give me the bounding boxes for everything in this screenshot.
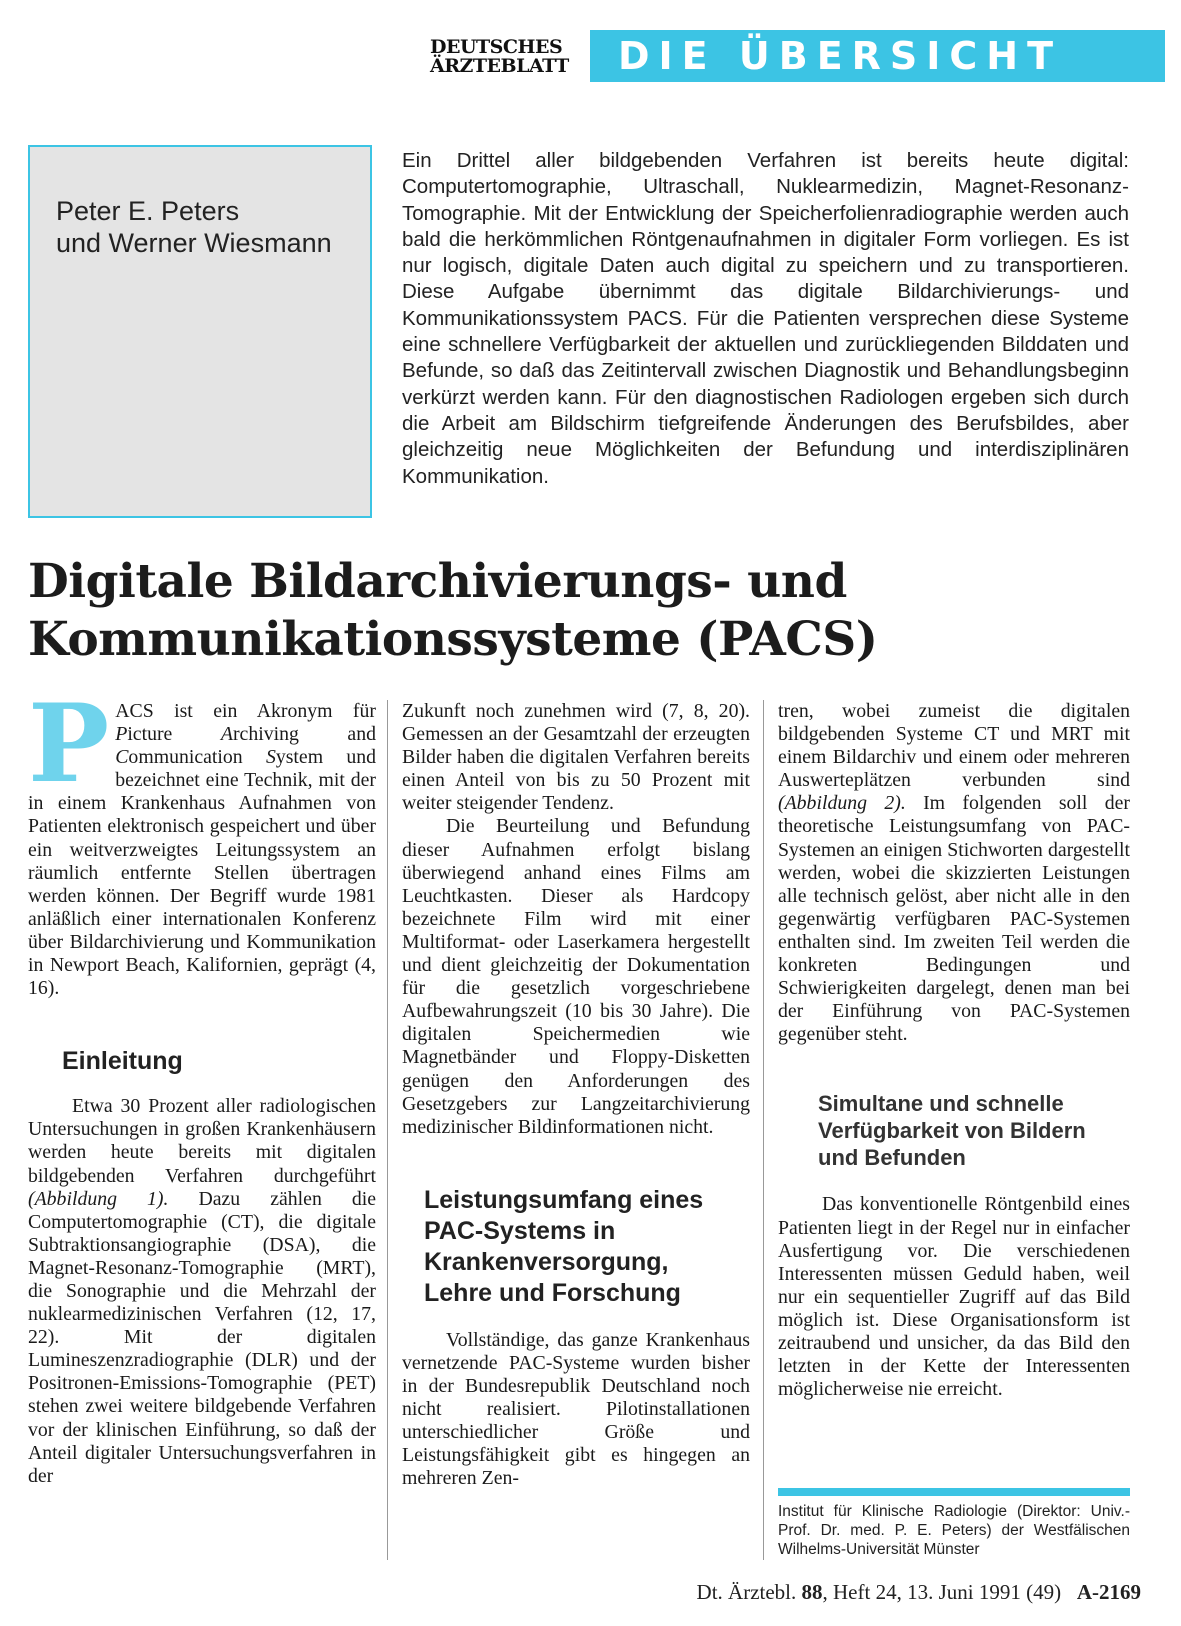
column-2: [402, 700, 750, 1490]
author-line-2: und Werner Wiesmann: [56, 228, 332, 258]
title-line-2: Kommunikationssysteme (PACS): [28, 612, 878, 667]
intro-text-c: rchiving and: [232, 723, 376, 746]
heading-line: Verfügbarkeit von Bildern: [818, 1118, 1086, 1144]
title-line-1: Digitale Bildarchivierungs- und: [28, 554, 847, 609]
abstract: Ein Drittel aller bildgebenden Verfahren ist bereits heute digital: Computertomographie, Ultraschall, Nuklearmedizin, Magnet-Resonanz-Tomographie. Mit der Entwicklung der Speicherfolienradiographie werden auch bald die herkömmlichen Röntgenaufnahmen in digitaler Form vorliegen. Es ist nur logisch, digitale Daten auch digital zu speichern und zu transportieren. Diese Aufgabe übernimmt das digitale Bildarchivierungs- und Kommunikationssystem PACS. Für die Patienten versprechen diese Systeme eine schnellere Verfügbarkeit der aktuellen und zurückliegenden Bilddaten und Befunde, so daß das Zeitintervall zwischen Diagnostik und Behandlungsbeginn verkürzt werden kann. Für den diagnostischen Radiologen ergeben sich durch die Arbeit am Bildschirm tiefgreifende Änderungen des Berufsbildes, aber gleichzeitig neue Möglichkeiten der Befundung und interdisziplinären Kommunikation.: [402, 149, 1129, 488]
heading-simultane: [818, 1090, 1130, 1171]
heading-line: Simultane und schnelle: [818, 1091, 1064, 1117]
paragraph: Zukunft noch zunehmen wird (7, 8, 20). Gemessen an der Gesamtzahl der erzeugten Bilder haben die digitalen Verfahren bereits einen Anteil von bis zu 50 Prozent mit weiter steigender Tendenz.: [402, 700, 750, 815]
intro-italic-a: A: [220, 723, 233, 746]
text: Dazu zählen die Computertomographie (CT), die digitale Subtraktionsangiographie (DSA), die Magnet-Resonanz-Tomographie (MRT), die Sonographie und die Mehrzahl der nuklearmedizinischen Verfahren (12, 17, 22). Mit der digitalen Lumineszenzradiographie (DLR) und der Positronen-Emissions-Tomographie (PET) stehen zwei weitere bildgebende Verfahren vor der klinischen Einführung, so daß der Anteil digitaler Untersuchungsverfahren in der: [28, 1187, 377, 1487]
text: Im folgenden soll der theoretische Leistungsumfang von PAC-Systemen an einigen Stichworten dargestellt werden, wobei die skizzierten Leistungen alle technisch gelöst, aber nicht alle in den gegenwärtig verfügbaren PAC-Systemen enthalten sind. Im zweiten Teil werden die konkreten Bedingungen und Schwierigkeiten dargelegt, denen man bei der Einführung von PAC-Systemen gegenüber steht.: [778, 792, 1130, 1046]
intro-italic-c: C: [115, 746, 129, 769]
heading-line: PAC-Systems in: [424, 1216, 616, 1245]
page-number: A-2169: [1076, 1580, 1141, 1604]
section-banner: DIE ÜBERSICHT: [590, 30, 1165, 82]
intro-italic-p: P: [115, 723, 128, 746]
page-footer: [697, 1580, 1141, 1605]
issue-date: , Heft 24, 13. Juni 1991 (49): [822, 1580, 1062, 1604]
heading-line: Krankenversorgung,: [424, 1247, 669, 1276]
heading-einleitung: Einleitung: [62, 1047, 183, 1076]
paragraph: Das konventionelle Röntgenbild eines Patienten liegt in der Regel nur in einfacher Ausfertigung vor. Die verschiedenen Interessenten müssen Geduld haben, weil nur ein sequentieller Zugriff auf das Bild möglich ist. Diese Organisationsform ist zeitraubend und unsicher, da das Bild den letzten in der Kette der Interessenten möglicherweise nie erreicht.: [778, 1193, 1130, 1401]
text: Etwa 30 Prozent aller radiologischen Untersuchungen in großen Krankenhäusern werden heute bereits mit digitalen bildgebenden Verfahren durchgeführt: [28, 1095, 376, 1187]
logo-line-2: ÄRZTEBLATT: [430, 55, 569, 77]
logo-line-1: DEUTSCHES: [430, 36, 563, 58]
footnote-bar: [778, 1488, 1130, 1496]
paragraph: [778, 700, 1130, 1046]
column-divider: [387, 700, 388, 1560]
heading-line: und Befunden: [818, 1145, 966, 1171]
intro-text-b: icture: [127, 723, 221, 746]
intro-text-e: ystem und bezeichnet eine Technik, mit der in einem Krankenhaus Aufnahmen von Patienten elektronisch gespeichert und über ein weitverzweigtes Leitungssystem an räumlich entfernte Stellen übertragen werden können. Der Begriff wurde 1981 anläßlich einer internationalen Konferenz über Bildarchivierung und Kommunikation in Newport Beach, Kalifornien, geprägt (4, 16).: [28, 746, 376, 1000]
intro-text-d: ommunication: [128, 746, 266, 769]
volume-number: 88: [801, 1580, 823, 1604]
journal-abbrev: Dt. Ärztebl.: [696, 1580, 802, 1604]
heading-line: Lehre und Forschung: [424, 1278, 681, 1307]
paragraph: Die Beurteilung und Befundung dieser Aufnahmen erfolgt bislang überwiegend anhand eines Films am Leuchtkasten. Dieser als Hardcopy bezeichnete Film wird mit einer Multiformat- oder Laserkamera hergestellt und dient gleichzeitig der Dokumentation für die gesetzlich vorgeschriebene Aufbewahrungszeit (10 bis 30 Jahre). Die digitalen Speichermedien wie Magnetbänder und Floppy-Disketten genügen den Anforderungen des Gesetzgebers zur Langzeitarchivierung medizinischer Bildinformationen nicht.: [402, 815, 750, 1138]
heading-leistungsumfang: [424, 1185, 750, 1309]
paragraph: Vollständige, das ganze Krankenhaus vernetzende PAC-Systeme wurden bisher in der Bundesrepublik Deutschland noch nicht realisiert. Pilotinstallationen unterschiedlicher Größe und Leistungsfähigkeit gibt es hingegen an mehreren Zen-: [402, 1328, 750, 1490]
column-3: [778, 700, 1130, 1401]
column-1: [28, 681, 377, 1488]
intro-text-a: ACS ist ein Akronym für: [115, 700, 376, 722]
institute-footnote: Institut für Klinische Radiologie (Direktor: Univ.-Prof. Dr. med. P. E. Peters) der Westfälischen Wilhelms-Universität Münster: [778, 1503, 1130, 1558]
intro-italic-s: S: [265, 746, 276, 769]
figure-reference: (Abbildung 2).: [778, 792, 906, 815]
drop-cap: P: [28, 681, 110, 807]
paragraph: [28, 1095, 376, 1488]
column-divider: [763, 700, 764, 1560]
figure-reference: (Abbildung 1).: [28, 1187, 169, 1210]
article-title: [28, 553, 1148, 669]
heading-line: Leistungsumfang eines: [424, 1185, 704, 1214]
author-line-1: Peter E. Peters: [56, 196, 240, 226]
author-box: [28, 145, 372, 518]
journal-logo: [430, 38, 580, 76]
text: tren, wobei zumeist die digitalen bildgebenden Systeme CT und MRT mit einem Bildarchiv und einem oder mehreren Auswerteplätzen verbunden sind: [778, 700, 1130, 792]
intro-paragraph: [28, 681, 376, 1000]
